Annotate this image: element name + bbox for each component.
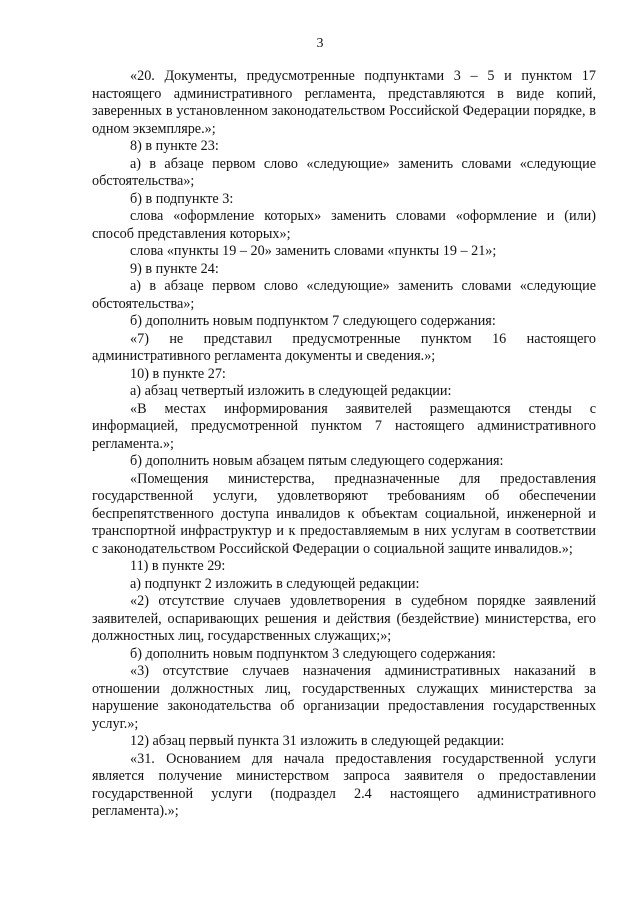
paragraph: «31. Основанием для начала предоставления государственной услуги является получение министерством запроса заявителя о предоставлении государственной услуги (подраздел 2.4 настоящего административного регламента).»; (92, 750, 596, 819)
paragraph: «3) отсутствие случаев назначения административных наказаний в отношении должностных лиц, государственных служащих министерства за нарушение законодательства об организации предоставления государственных услуг.»; (92, 663, 596, 732)
document-body (92, 68, 596, 821)
paragraph: «7) не представил предусмотренные пунктом 16 настоящего административного регламента документы и сведения.»; (92, 330, 596, 364)
paragraph: 10) в пункте 27: (130, 365, 226, 382)
paragraph: слова «пункты 19 – 20» заменить словами «пункты 19 – 21»; (130, 243, 497, 259)
paragraph: б) дополнить новым абзацем пятым следующего содержания: (130, 453, 504, 469)
paragraph: 8) в пункте 23: (130, 138, 219, 154)
paragraph: б) дополнить новым подпунктом 7 следующего содержания: (130, 313, 496, 329)
paragraph: «20. Документы, предусмотренные подпунктами 3 – 5 и пунктом 17 настоящего административного регламента, представляются в виде копий, заверенных в установленном законодательством Российской Федерации порядке, в одном экземпляре.»; (92, 68, 596, 137)
paragraph: «Помещения министерства, предназначенные для предоставления государственной услуги, удовлетворяют требованиям об обеспечении беспрепятственного доступа инвалидов к объектам социальной, инженерной и транспортной инфраструктур и к предоставляемым в них услугам в соответствии с законодательством Российской Федерации о социальной защите инвалидов.»; (92, 470, 596, 557)
paragraph: 9) в пункте 24: (130, 260, 219, 277)
paragraph: а) абзац четвертый изложить в следующей редакции: (130, 383, 452, 399)
paragraph: а) в абзаце первом слово «следующие» заменить словами «следующие обстоятельства»; (92, 155, 596, 189)
paragraph: б) в подпункте 3: (130, 190, 234, 207)
paragraph: 12) абзац первый пункта 31 изложить в следующей редакции: (130, 733, 505, 749)
paragraph: а) в абзаце первом слово «следующие» заменить словами «следующие обстоятельства»; (92, 278, 596, 312)
paragraph: «В местах информирования заявителей размещаются стенды с информацией, предусмотренной пунктом 7 настоящего административного регламента.»; (92, 400, 596, 452)
paragraph: б) дополнить новым подпунктом 3 следующего содержания: (130, 645, 496, 662)
paragraph: 11) в пункте 29: (130, 558, 226, 574)
paragraph: «2) отсутствие случаев удовлетворения в судебном порядке заявлений заявителей, оспаривающих решения и действия (бездействие) министерства, его должностных лиц, государственных служащих;»; (92, 593, 596, 644)
paragraph: слова «оформление которых» заменить словами «оформление и (или) способ представления которых»; (92, 208, 596, 242)
paragraph: а) подпункт 2 изложить в следующей редакции: (130, 575, 420, 592)
page-number: 3 (316, 36, 324, 51)
